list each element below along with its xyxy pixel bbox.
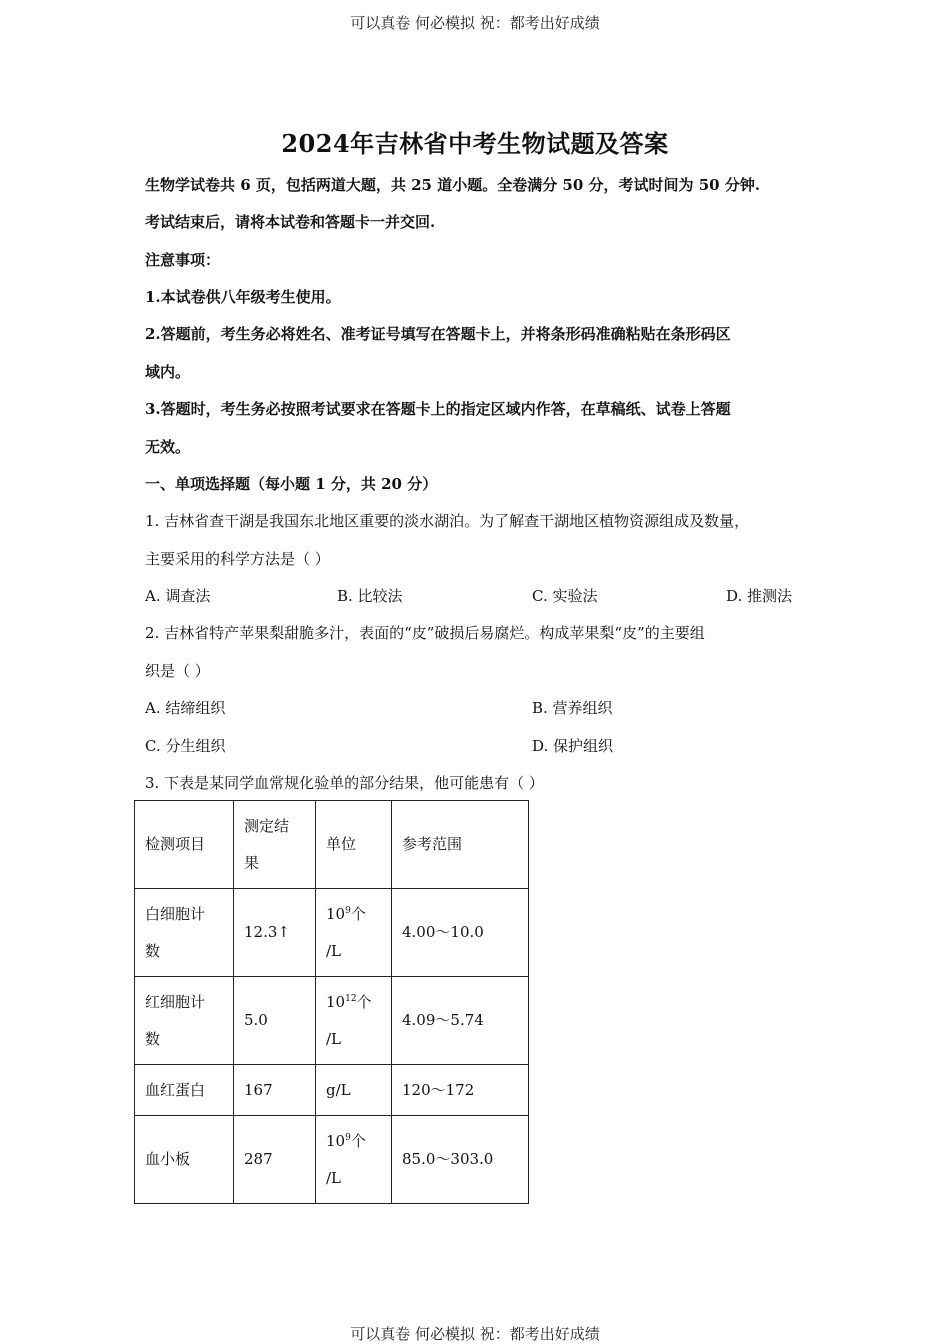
- page-footer: 可以真卷 何必模拟 祝：都考出好成绩: [350, 1325, 600, 1343]
- q2-option-a: A. 结缔组织: [145, 699, 226, 717]
- table-row: [135, 889, 529, 977]
- header-text-line: 果: [244, 853, 260, 872]
- unit-text-line: /L: [326, 1029, 342, 1048]
- range-cell: 4.09～5.74: [392, 977, 529, 1065]
- item-cell: 血红蛋白: [135, 1065, 234, 1116]
- notice-item: 域内。: [145, 363, 191, 381]
- table-header-cell: 参考范围: [392, 801, 529, 889]
- table-row: [135, 977, 529, 1065]
- notice-item: 2.答题前，考生务必将姓名、准考证号填写在答题卡上，并将条形码准确粘贴在条形码区: [145, 325, 731, 343]
- blood-test-table: [134, 800, 529, 1204]
- item-text-line: 数: [145, 941, 161, 960]
- question-3-text: 3. 下表是某同学血常规化验单的部分结果，他可能患有（ ）: [145, 774, 544, 792]
- item-text-line: 红细胞计: [145, 992, 206, 1011]
- notice-item: 1.本试卷供八年级考生使用。: [145, 288, 341, 306]
- table-header-cell: [234, 801, 316, 889]
- q1-option-b: B. 比较法: [337, 587, 403, 605]
- table-header-row: [135, 801, 529, 889]
- unit-cell: g/L: [316, 1065, 392, 1116]
- q1-option-a: A. 调查法: [145, 587, 211, 605]
- unit-text-line: $10^{12}$个: [326, 992, 372, 1011]
- item-cell: [135, 977, 234, 1065]
- q2-option-b: B. 营养组织: [532, 699, 613, 717]
- unit-cell: [316, 889, 392, 977]
- question-2-text: 织是（ ）: [145, 662, 210, 680]
- page-title: 2024年吉林省中考生物试题及答案: [281, 129, 669, 158]
- result-cell: 167: [234, 1065, 316, 1116]
- table-row: [135, 1065, 529, 1116]
- intro-line: 考试结束后，请将本试卷和答题卡一并交回.: [145, 213, 436, 231]
- notice-item: 无效。: [145, 438, 191, 456]
- question-2-text: 2. 吉林省特产苹果梨甜脆多汁，表面的“皮”破损后易腐烂。构成苹果梨“皮”的主要组: [145, 624, 705, 642]
- item-text-line: 数: [145, 1029, 161, 1048]
- result-cell: 12.3↑: [234, 889, 316, 977]
- question-1-text: 主要采用的科学方法是（ ）: [145, 550, 330, 568]
- unit-text-line: $10^9$个: [326, 904, 366, 923]
- q1-option-d: D. 推测法: [726, 587, 793, 605]
- item-text-line: 白细胞计: [145, 904, 206, 923]
- item-cell: 血小板: [135, 1116, 234, 1204]
- q1-option-c: C. 实验法: [532, 587, 598, 605]
- range-cell: 120～172: [392, 1065, 529, 1116]
- item-cell: [135, 889, 234, 977]
- page-header: 可以真卷 何必模拟 祝：都考出好成绩: [350, 14, 600, 32]
- unit-cell: [316, 977, 392, 1065]
- intro-line: 生物学试卷共 6 页，包括两道大题，共 25 道小题。全卷满分 50 分，考试时间为 50 分钟.: [145, 176, 761, 194]
- section-heading: 一、单项选择题（每小题 1 分，共 20 分）: [145, 475, 438, 493]
- unit-text-line: $10^9$个: [326, 1131, 366, 1150]
- table-row: [135, 1116, 529, 1204]
- notice-heading: 注意事项：: [145, 251, 221, 269]
- question-1-text: 1. 吉林省查干湖是我国东北地区重要的淡水湖泊。为了解查干湖地区植物资源组成及数量，: [145, 512, 750, 530]
- unit-text-line: /L: [326, 941, 342, 960]
- range-cell: 85.0～303.0: [392, 1116, 529, 1204]
- unit-cell: [316, 1116, 392, 1204]
- table-header-cell: 单位: [316, 801, 392, 889]
- q2-option-d: D. 保护组织: [532, 737, 614, 755]
- result-cell: 287: [234, 1116, 316, 1204]
- header-text-line: 测定结: [244, 816, 290, 835]
- q2-option-c: C. 分生组织: [145, 737, 226, 755]
- table-header-cell: 检测项目: [135, 801, 234, 889]
- unit-text-line: /L: [326, 1168, 342, 1187]
- result-cell: 5.0: [234, 977, 316, 1065]
- range-cell: 4.00～10.0: [392, 889, 529, 977]
- notice-item: 3.答题时，考生务必按照考试要求在答题卡上的指定区域内作答，在草稿纸、试卷上答题: [145, 400, 731, 418]
